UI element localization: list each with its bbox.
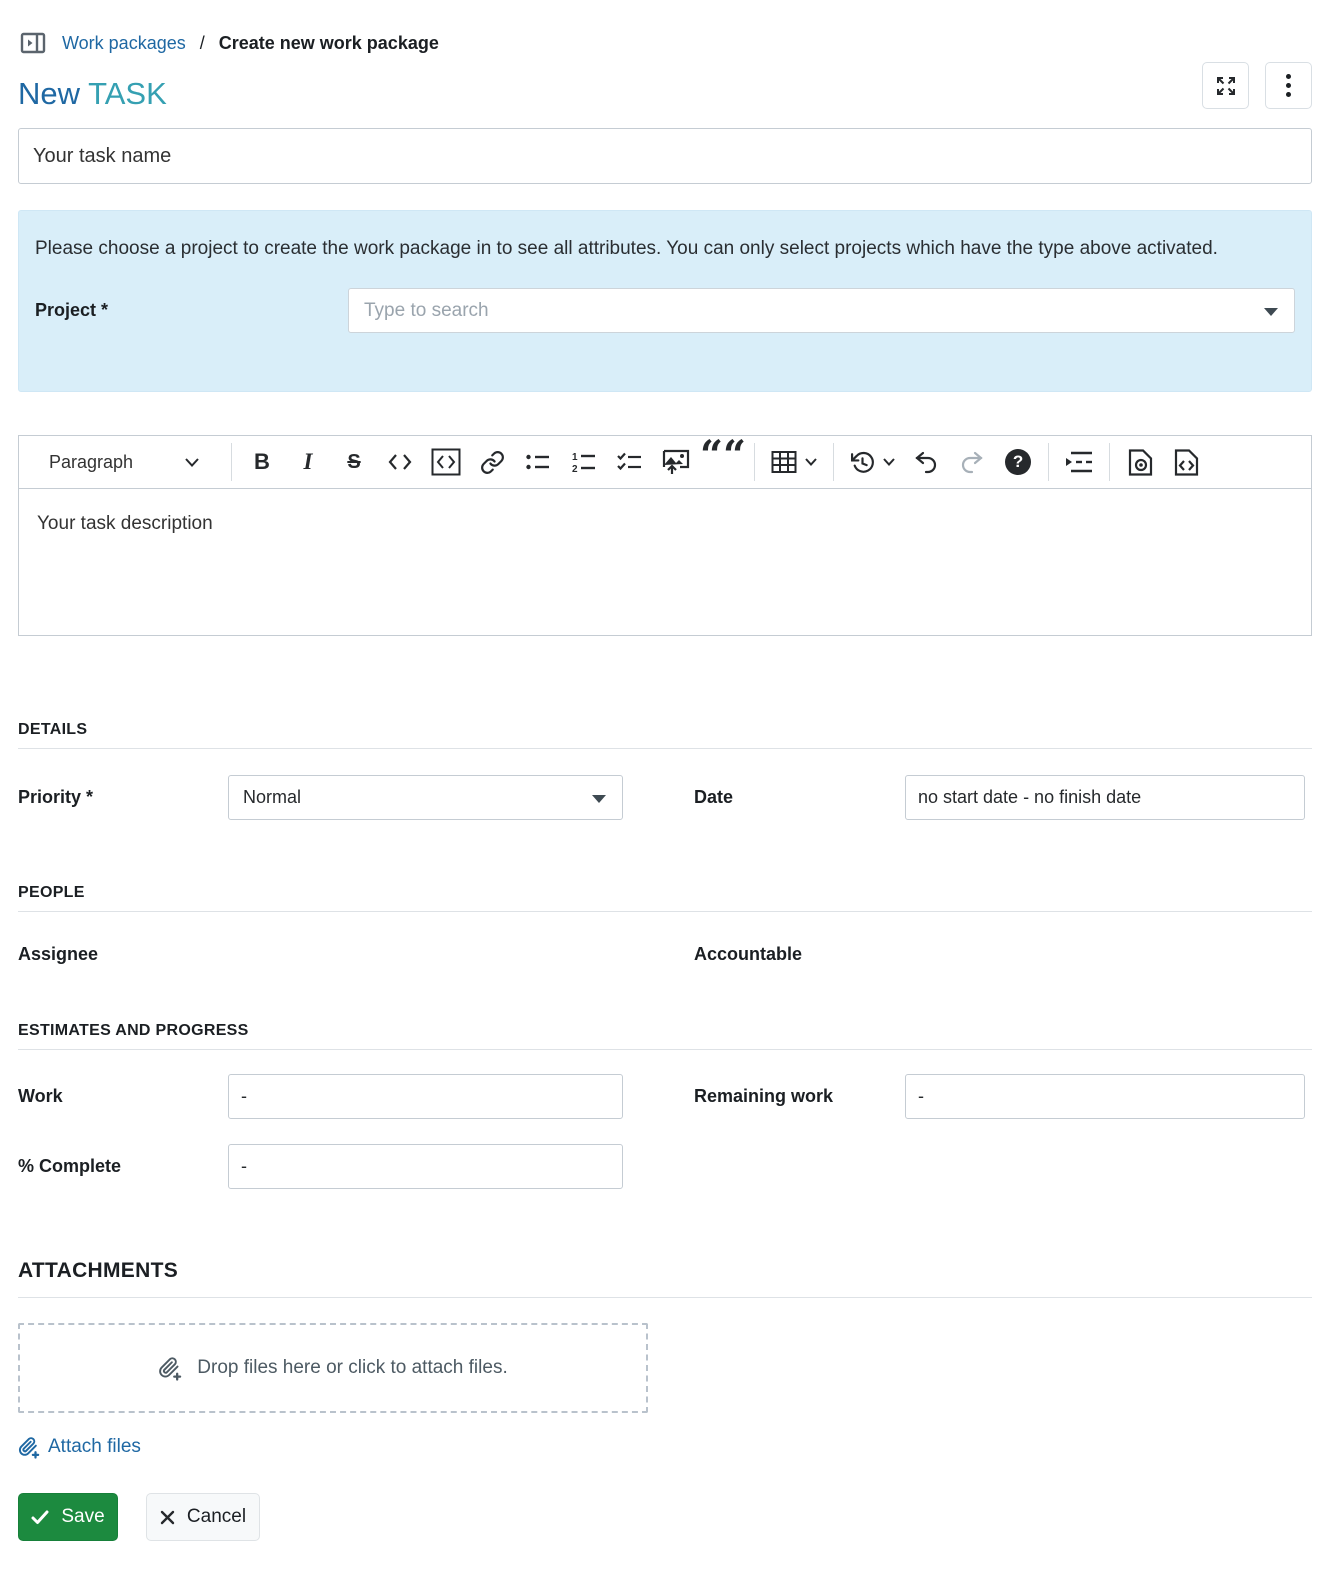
priority-select[interactable] (228, 775, 623, 820)
breadcrumb-current: Create new work package (218, 32, 439, 53)
description-textarea[interactable]: Your task description (18, 488, 1312, 636)
priority-value: Normal (243, 787, 302, 807)
chevron-down-icon (1264, 308, 1278, 316)
revision-history-icon (850, 450, 875, 475)
details-fields-row (18, 775, 1312, 820)
attach-files-link[interactable] (18, 1436, 141, 1458)
chevron-down-icon (185, 458, 199, 467)
close-icon (160, 1510, 175, 1525)
section-attachments (18, 1259, 1312, 1458)
code-block-icon (431, 448, 461, 476)
breadcrumb (18, 28, 1312, 58)
todo-list-icon (617, 451, 643, 473)
chevron-down-icon (592, 795, 606, 803)
markdown-source-icon (1174, 449, 1199, 476)
fullscreen-button[interactable] (1202, 62, 1249, 109)
work-label: Work (18, 1086, 63, 1106)
section-divider (18, 1297, 1312, 1298)
insert-macro-button[interactable] (1057, 442, 1101, 482)
kebab-icon (1286, 74, 1291, 97)
insert-table-button[interactable] (763, 442, 825, 482)
project-info-box (18, 210, 1312, 392)
section-divider (18, 1049, 1312, 1050)
checkmark-icon (31, 1510, 49, 1525)
expand-icon (1214, 74, 1238, 98)
breadcrumb-separator: / (199, 32, 205, 53)
project-select[interactable] (348, 288, 1295, 333)
sidebar-toggle-icon[interactable] (18, 28, 48, 58)
page-header (18, 74, 1312, 114)
people-heading: PEOPLE (18, 884, 85, 901)
cancel-button[interactable] (146, 1493, 260, 1541)
italic-icon: I (303, 449, 313, 474)
save-button-label: Save (61, 1506, 105, 1527)
redo-icon (959, 450, 985, 474)
insert-macro-icon (1065, 450, 1093, 474)
insert-image-icon (662, 449, 690, 475)
attachments-heading: ATTACHMENTS (18, 1259, 179, 1282)
date-label: Date (694, 787, 734, 807)
redo-button[interactable] (950, 442, 994, 482)
project-info-message: Please choose a project to create the work package in to see all attributes. You can only select projects which have the type above activated. (35, 238, 1218, 259)
paperclip-icon (158, 1356, 181, 1380)
save-button[interactable] (18, 1493, 118, 1541)
undo-icon (913, 450, 939, 474)
details-heading: DETAILS (18, 721, 88, 738)
code-block-button[interactable] (424, 442, 468, 482)
section-people (18, 884, 1312, 965)
accountable-label[interactable]: Accountable (694, 944, 803, 964)
more-actions-button[interactable] (1265, 62, 1312, 109)
toolbar-separator (231, 443, 232, 481)
work-field[interactable] (228, 1074, 623, 1119)
date-field[interactable] (905, 775, 1305, 820)
form-actions (18, 1493, 1312, 1541)
description-editor (18, 432, 1312, 636)
toolbar-separator (833, 443, 834, 481)
strikethrough-icon: S (347, 450, 361, 473)
subject-input[interactable] (18, 128, 1312, 184)
chevron-down-icon (883, 458, 895, 466)
percent-complete-label: % Complete (18, 1156, 122, 1176)
attach-files-label: Attach files (48, 1436, 141, 1457)
file-dropzone[interactable] (18, 1323, 648, 1413)
inline-code-button[interactable] (378, 442, 422, 482)
section-divider (18, 911, 1312, 912)
svg-text:1: 1 (572, 452, 578, 463)
page-title (18, 74, 167, 114)
revision-history-button[interactable] (842, 442, 902, 482)
project-label: Project * (35, 300, 109, 320)
remaining-work-label: Remaining work (694, 1086, 834, 1106)
title-prefix: New (18, 76, 81, 111)
toolbar-separator (754, 443, 755, 481)
strikethrough-button[interactable] (332, 442, 376, 482)
dropzone-text: Drop files here or click to attach files. (197, 1357, 508, 1378)
preview-icon (1128, 449, 1153, 476)
insert-table-icon (771, 450, 797, 474)
inline-code-icon (387, 451, 413, 473)
project-field-row (35, 288, 1295, 333)
section-divider (18, 748, 1312, 749)
markdown-source-button[interactable] (1164, 442, 1208, 482)
italic-button[interactable] (286, 442, 330, 482)
paperclip-icon (18, 1436, 39, 1458)
work-fields-row (18, 1074, 1312, 1119)
block-quote-icon: ““ (700, 432, 747, 479)
toolbar-separator (1109, 443, 1110, 481)
paragraph-dropdown-label: Paragraph (48, 451, 134, 472)
percent-complete-field[interactable] (228, 1144, 623, 1189)
assignee-label[interactable]: Assignee (18, 944, 99, 964)
block-quote-button[interactable] (700, 432, 747, 482)
paragraph-style-dropdown[interactable] (27, 442, 223, 482)
breadcrumb-link-work-packages[interactable]: Work packages (62, 32, 186, 53)
chevron-down-icon (805, 458, 817, 466)
remaining-work-field[interactable] (905, 1074, 1305, 1119)
numbered-list-icon (571, 450, 597, 474)
priority-label: Priority * (18, 787, 94, 807)
preview-button[interactable] (1118, 442, 1162, 482)
bold-icon: B (254, 449, 270, 474)
help-button[interactable] (996, 442, 1040, 482)
link-icon (480, 450, 505, 475)
bulleted-list-button[interactable] (516, 442, 560, 482)
numbered-list-button[interactable] (562, 442, 606, 482)
undo-button[interactable] (904, 442, 948, 482)
section-details (18, 721, 1312, 820)
people-fields-row (18, 944, 1312, 965)
cancel-button-label: Cancel (186, 1506, 247, 1527)
insert-image-button[interactable] (654, 442, 698, 482)
svg-text:2: 2 (572, 464, 578, 475)
todo-list-button[interactable] (608, 442, 652, 482)
section-estimates (18, 1022, 1312, 1189)
header-actions (1202, 62, 1312, 109)
editor-toolbar (18, 432, 1312, 489)
toolbar-separator (1048, 443, 1049, 481)
title-type[interactable]: TASK (88, 76, 167, 111)
project-select-placeholder: Type to search (363, 299, 489, 321)
complete-fields-row (18, 1144, 1312, 1189)
link-button[interactable] (470, 442, 514, 482)
help-icon: ? (1005, 449, 1031, 475)
bulleted-list-icon (525, 451, 551, 473)
estimates-heading: ESTIMATES AND PROGRESS (18, 1022, 249, 1039)
bold-button[interactable] (240, 442, 284, 482)
